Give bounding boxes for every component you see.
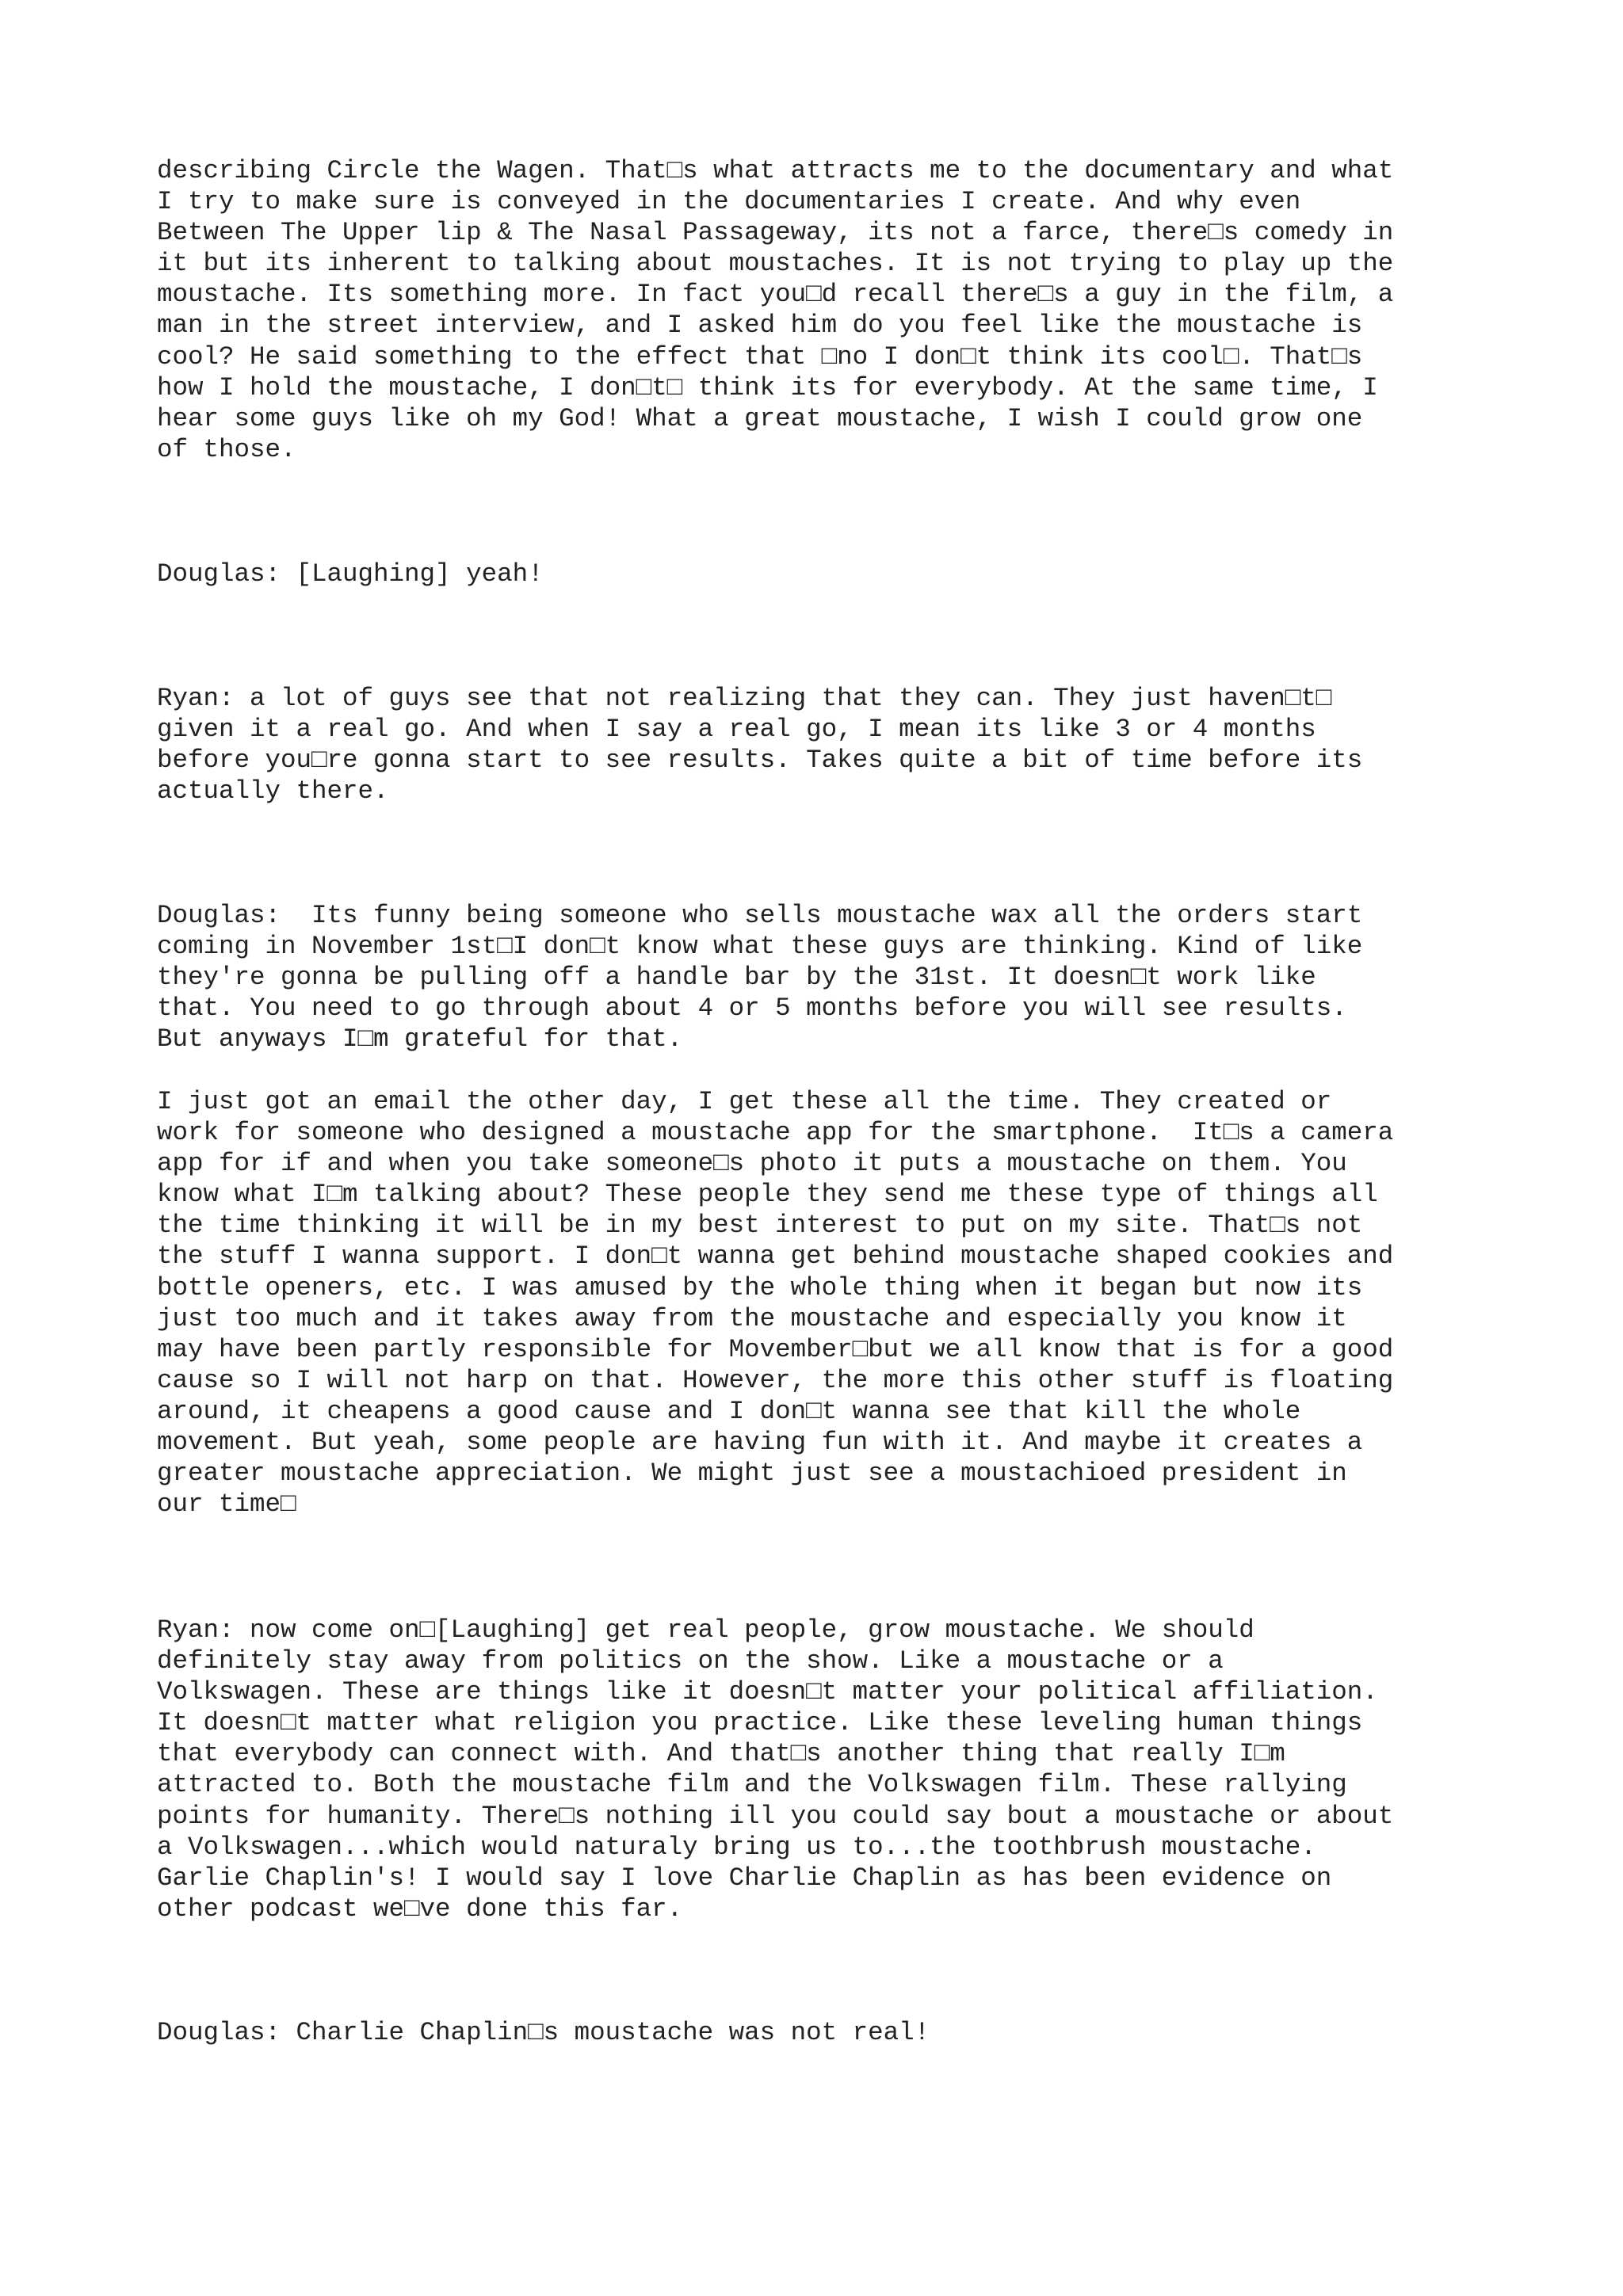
paragraph-ryan-politics: Ryan: now come on□[Laughing] get real people, grow moustache. We should definitely stay away from politics on the show. Like a moustache or a Volkswagen. These are things like it doesn□t matter your political affiliation. It doesn□t matter what religion you practice. Like these leveling human things that everybody can connect with. And that□s another thing that really I□m attracted to. Both the moustache film and the Volkswagen film. These rallying points for humanity. There□s nothing ill you could say bout a moustache or about a Volkswagen...which would naturaly bring us to...the toothbrush moustache. Garlie Chaplin's! I would say I love Charlie Chaplin as has been evidence on other podcast we□ve done this far.: [157, 1615, 1394, 1924]
paragraph-moustache-app: I just got an email the other day, I get these all the time. They created or work for someone who designed a moustache app for the smartphone. It□s a camera app for if and when you take someone□s photo it puts a moustache on them. You know what I□m talking about? These people they send me these type of things all the time thinking it will be in my best interest to put on my site. That□s not the stuff I wanna support. I don□t wanna get behind moustache shaped cookies and bottle openers, etc. I was amused by the whole thing when it began but now its just too much and it takes away from the moustache and especially you know it may have been partly responsible for Movember□but we all know that is for a good cause so I will not harp on that. However, the more this other stuff is floating around, it cheapens a good cause and I don□t wanna see that kill the whole movement. But yeah, some people are having fun with it. And maybe it creates a greater moustache appreciation. We might just see a moustachioed president in our time□: [157, 1087, 1394, 1520]
paragraph-douglas-laughing: Douglas: [Laughing] yeah!: [157, 559, 544, 589]
paragraph-douglas-chaplin: Douglas: Charlie Chaplin□s moustache was not real!: [157, 2018, 930, 2047]
paragraph-ryan-real-go: Ryan: a lot of guys see that not realizing that they can. They just haven□t□ given it a real go. And when I say a real go, I mean its like 3 or 4 months before you□re gonna start to see results. Takes quite a bit of time before its actually there.: [157, 684, 1363, 807]
paragraph-intro: describing Circle the Wagen. That□s what attracts me to the documentary and what I try to make sure is conveyed in the documentaries I create. And why even Between The Upper lip & The Nasal Passageway, its not a farce, there□s comedy in it but its inherent to talking about moustaches. It is not trying to play up the moustache. Its something more. In fact you□d recall there□s a guy in the film, a man in the street interview, and I asked him do you feel like the moustache is cool? He said something to the effect that □no I don□t think its cool□. That□s how I hold the moustache, I don□t□ think its for everybody. At the same time, I hear some guys like oh my God! What a great moustache, I wish I could grow one of those.: [157, 156, 1394, 464]
paragraph-douglas-wax-orders: Douglas: Its funny being someone who sells moustache wax all the orders start coming in November 1st□I don□t know what these guys are thinking. Kind of like they're gonna be pulling off a handle bar by the 31st. It doesn□t work like that. You need to go through about 4 or 5 months before you will see results. But anyways I□m grateful for that.: [157, 901, 1363, 1055]
